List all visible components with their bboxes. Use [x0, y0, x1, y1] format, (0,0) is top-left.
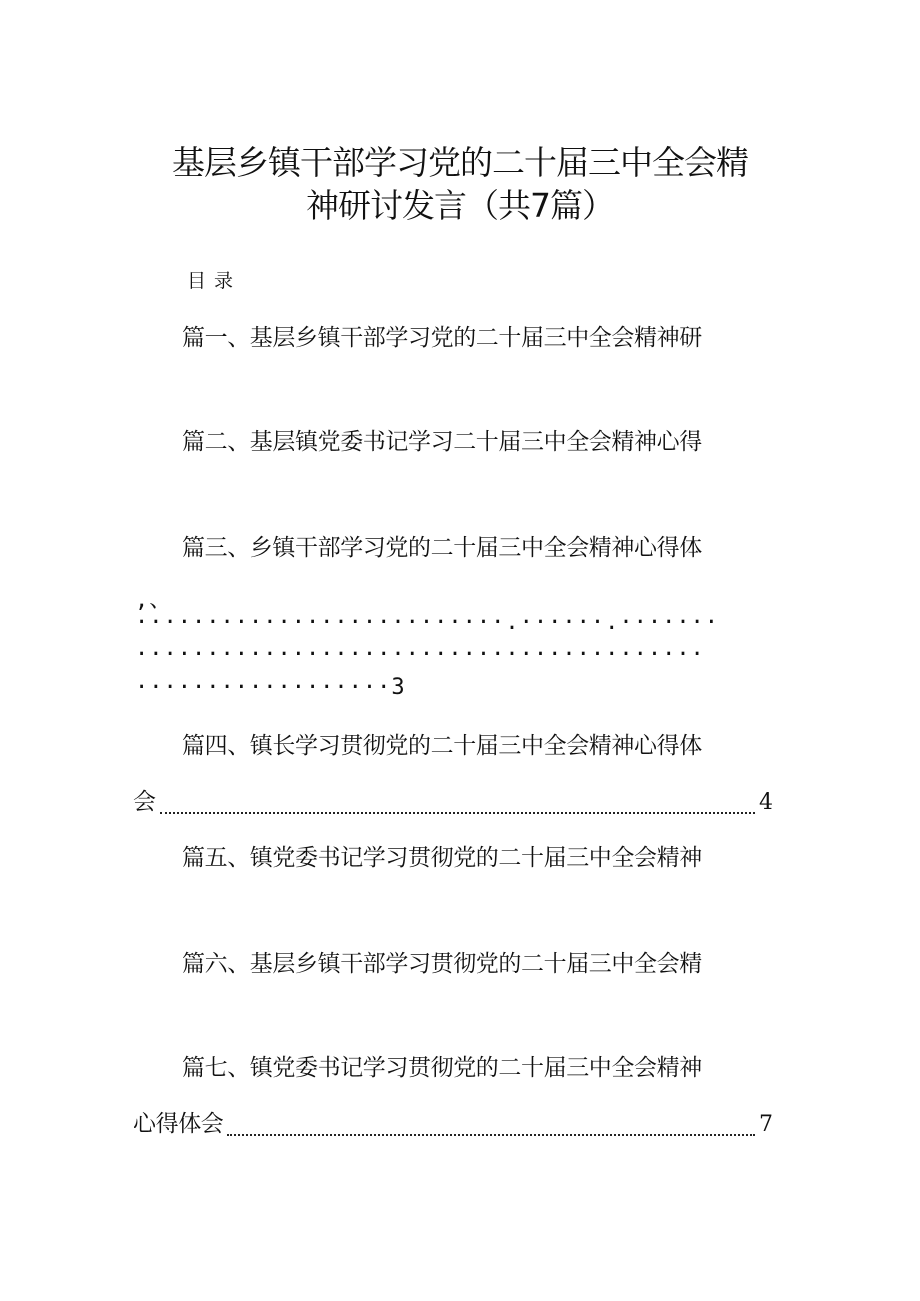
- toc-entry-4-page-number: 4: [759, 790, 773, 815]
- dot-leader: [160, 810, 755, 814]
- toc-entry-4-continuation[interactable]: [133, 786, 773, 818]
- toc-entry-4-continuation-text: 会: [133, 789, 156, 815]
- toc-entry-3-dot-leader-page: ··················3: [135, 675, 406, 700]
- toc-entry-3-dot-leader: ··························.······.·······: [135, 610, 720, 635]
- toc-entry-2[interactable]: 篇二、基层镇党委书记学习二十届三中全会精神心得: [182, 429, 702, 455]
- toc-entry-3[interactable]: 篇三、乡镇干部学习党的二十届三中全会精神心得体: [182, 535, 702, 561]
- toc-entry-7-continuation[interactable]: [133, 1108, 773, 1140]
- toc-entry-5[interactable]: 篇五、镇党委书记学习贯彻党的二十届三中全会精神: [182, 845, 702, 871]
- dot-leader: [227, 1132, 755, 1136]
- document-title-line-2: 神研讨发言（共7篇）: [306, 186, 614, 225]
- toc-entry-6[interactable]: 篇六、基层乡镇干部学习贯彻党的二十届三中全会精: [182, 951, 702, 977]
- toc-entry-7-continuation-text: 心得体会: [133, 1111, 224, 1137]
- toc-entry-3-dot-leader: ········································: [135, 642, 705, 667]
- toc-entry-7-page-number: 7: [759, 1112, 773, 1137]
- toc-entry-7[interactable]: 篇七、镇党委书记学习贯彻党的二十届三中全会精神: [182, 1055, 702, 1081]
- toc-entry-4[interactable]: 篇四、镇长学习贯彻党的二十届三中全会精神心得体: [182, 733, 702, 759]
- document-title-line-1: 基层乡镇干部学习党的二十届三中全会精: [172, 143, 748, 182]
- toc-entry-3-artifact-line: ,、: [135, 588, 173, 613]
- toc-heading: 目录: [187, 270, 242, 292]
- toc-entry-1[interactable]: 篇一、基层乡镇干部学习党的二十届三中全会精神研: [182, 325, 702, 351]
